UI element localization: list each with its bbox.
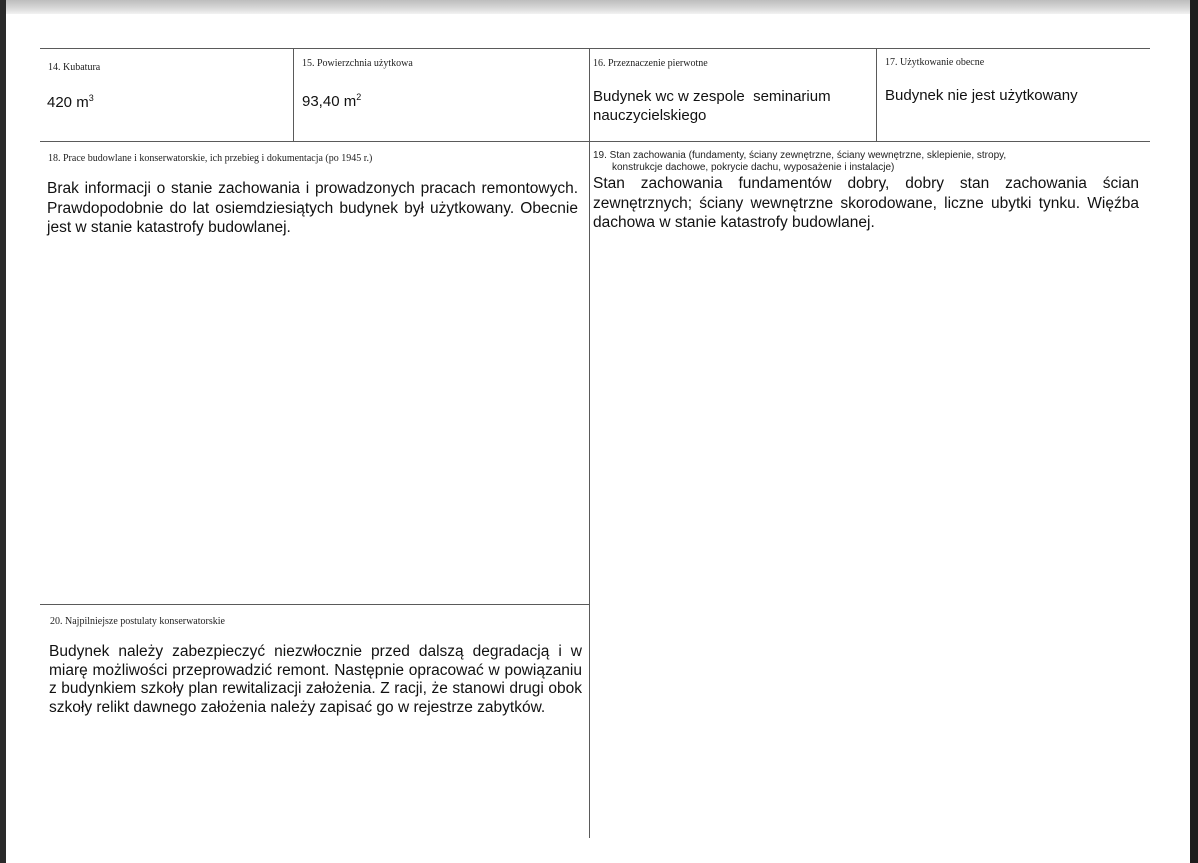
col-divider-14-15: [293, 48, 294, 141]
field-20-text: Budynek należy zabezpieczyć niezwłocznie przed dalszą degradacją i w miarę możliwości przeprowadzić remont. Następnie opracować w powiązaniu z budynkiem szkoły plan rewitalizacji założenia. Z racji, że stanowi drugi obok szkoły relikt dawnego założenia należy zapisać go w rejestrze zabytków.: [49, 643, 582, 716]
field-17-label: 17. Użytkowanie obecne: [885, 57, 985, 68]
field-17-value: Budynek nie jest użytkowany: [885, 87, 1078, 104]
scan-right-edge: [1190, 0, 1198, 863]
col-divider-16-17: [876, 48, 877, 141]
field-20-label: 20. Najpilniejsze postulaty konserwatorskie: [50, 616, 225, 627]
field-15-unit-exponent: 2: [356, 92, 362, 102]
col-divider-main: [589, 48, 590, 838]
field-18-text: Brak informacji o stanie zachowania i prowadzonych pracach remontowych. Prawdopodobnie do lat osiemdziesiątych budynek był użytkowany. Obecnie jest w stanie katastrofy budowlanej.: [47, 180, 578, 236]
field-19-text: Stan zachowania fundamentów dobry, dobry stan zachowania ścian zewnętrznych; ściany wewnętrzne skorodowane, liczne ubytki tynku. Więźba dachowa w stanie katastrofy budowlanej.: [593, 175, 1139, 231]
field-19-label-line-2: konstrukcje dachowe, pokrycie dachu, wyposażenie i instalacje): [612, 162, 895, 173]
row-divider-2: [40, 604, 590, 605]
field-15-value: 93,40 $m^2$: [302, 92, 362, 110]
scan-left-edge: [0, 0, 6, 863]
field-15-label: 15. Powierzchnia użytkowa: [302, 58, 413, 69]
row-divider-1: [40, 141, 1150, 142]
field-14-value: 420 $m^3$: [47, 93, 94, 111]
scan-top-edge: [6, 0, 1190, 14]
field-19-label-line-1: 19. Stan zachowania (fundamenty, ściany zewnętrzne, ściany wewnętrzne, sklepienie, stropy,: [593, 150, 1007, 161]
field-18-label: 18. Prace budowlane i konserwatorskie, ich przebieg i dokumentacja (po 1945 r.): [48, 153, 373, 164]
field-16-label: 16. Przeznaczenie pierwotne: [593, 58, 708, 69]
field-14-unit-exponent: 3: [88, 93, 94, 103]
table-top-border: [40, 48, 1150, 49]
field-14-label: 14. Kubatura: [48, 62, 101, 73]
field-16-value: Budynek wc w zespole seminarium nauczycielskiego: [593, 88, 835, 124]
